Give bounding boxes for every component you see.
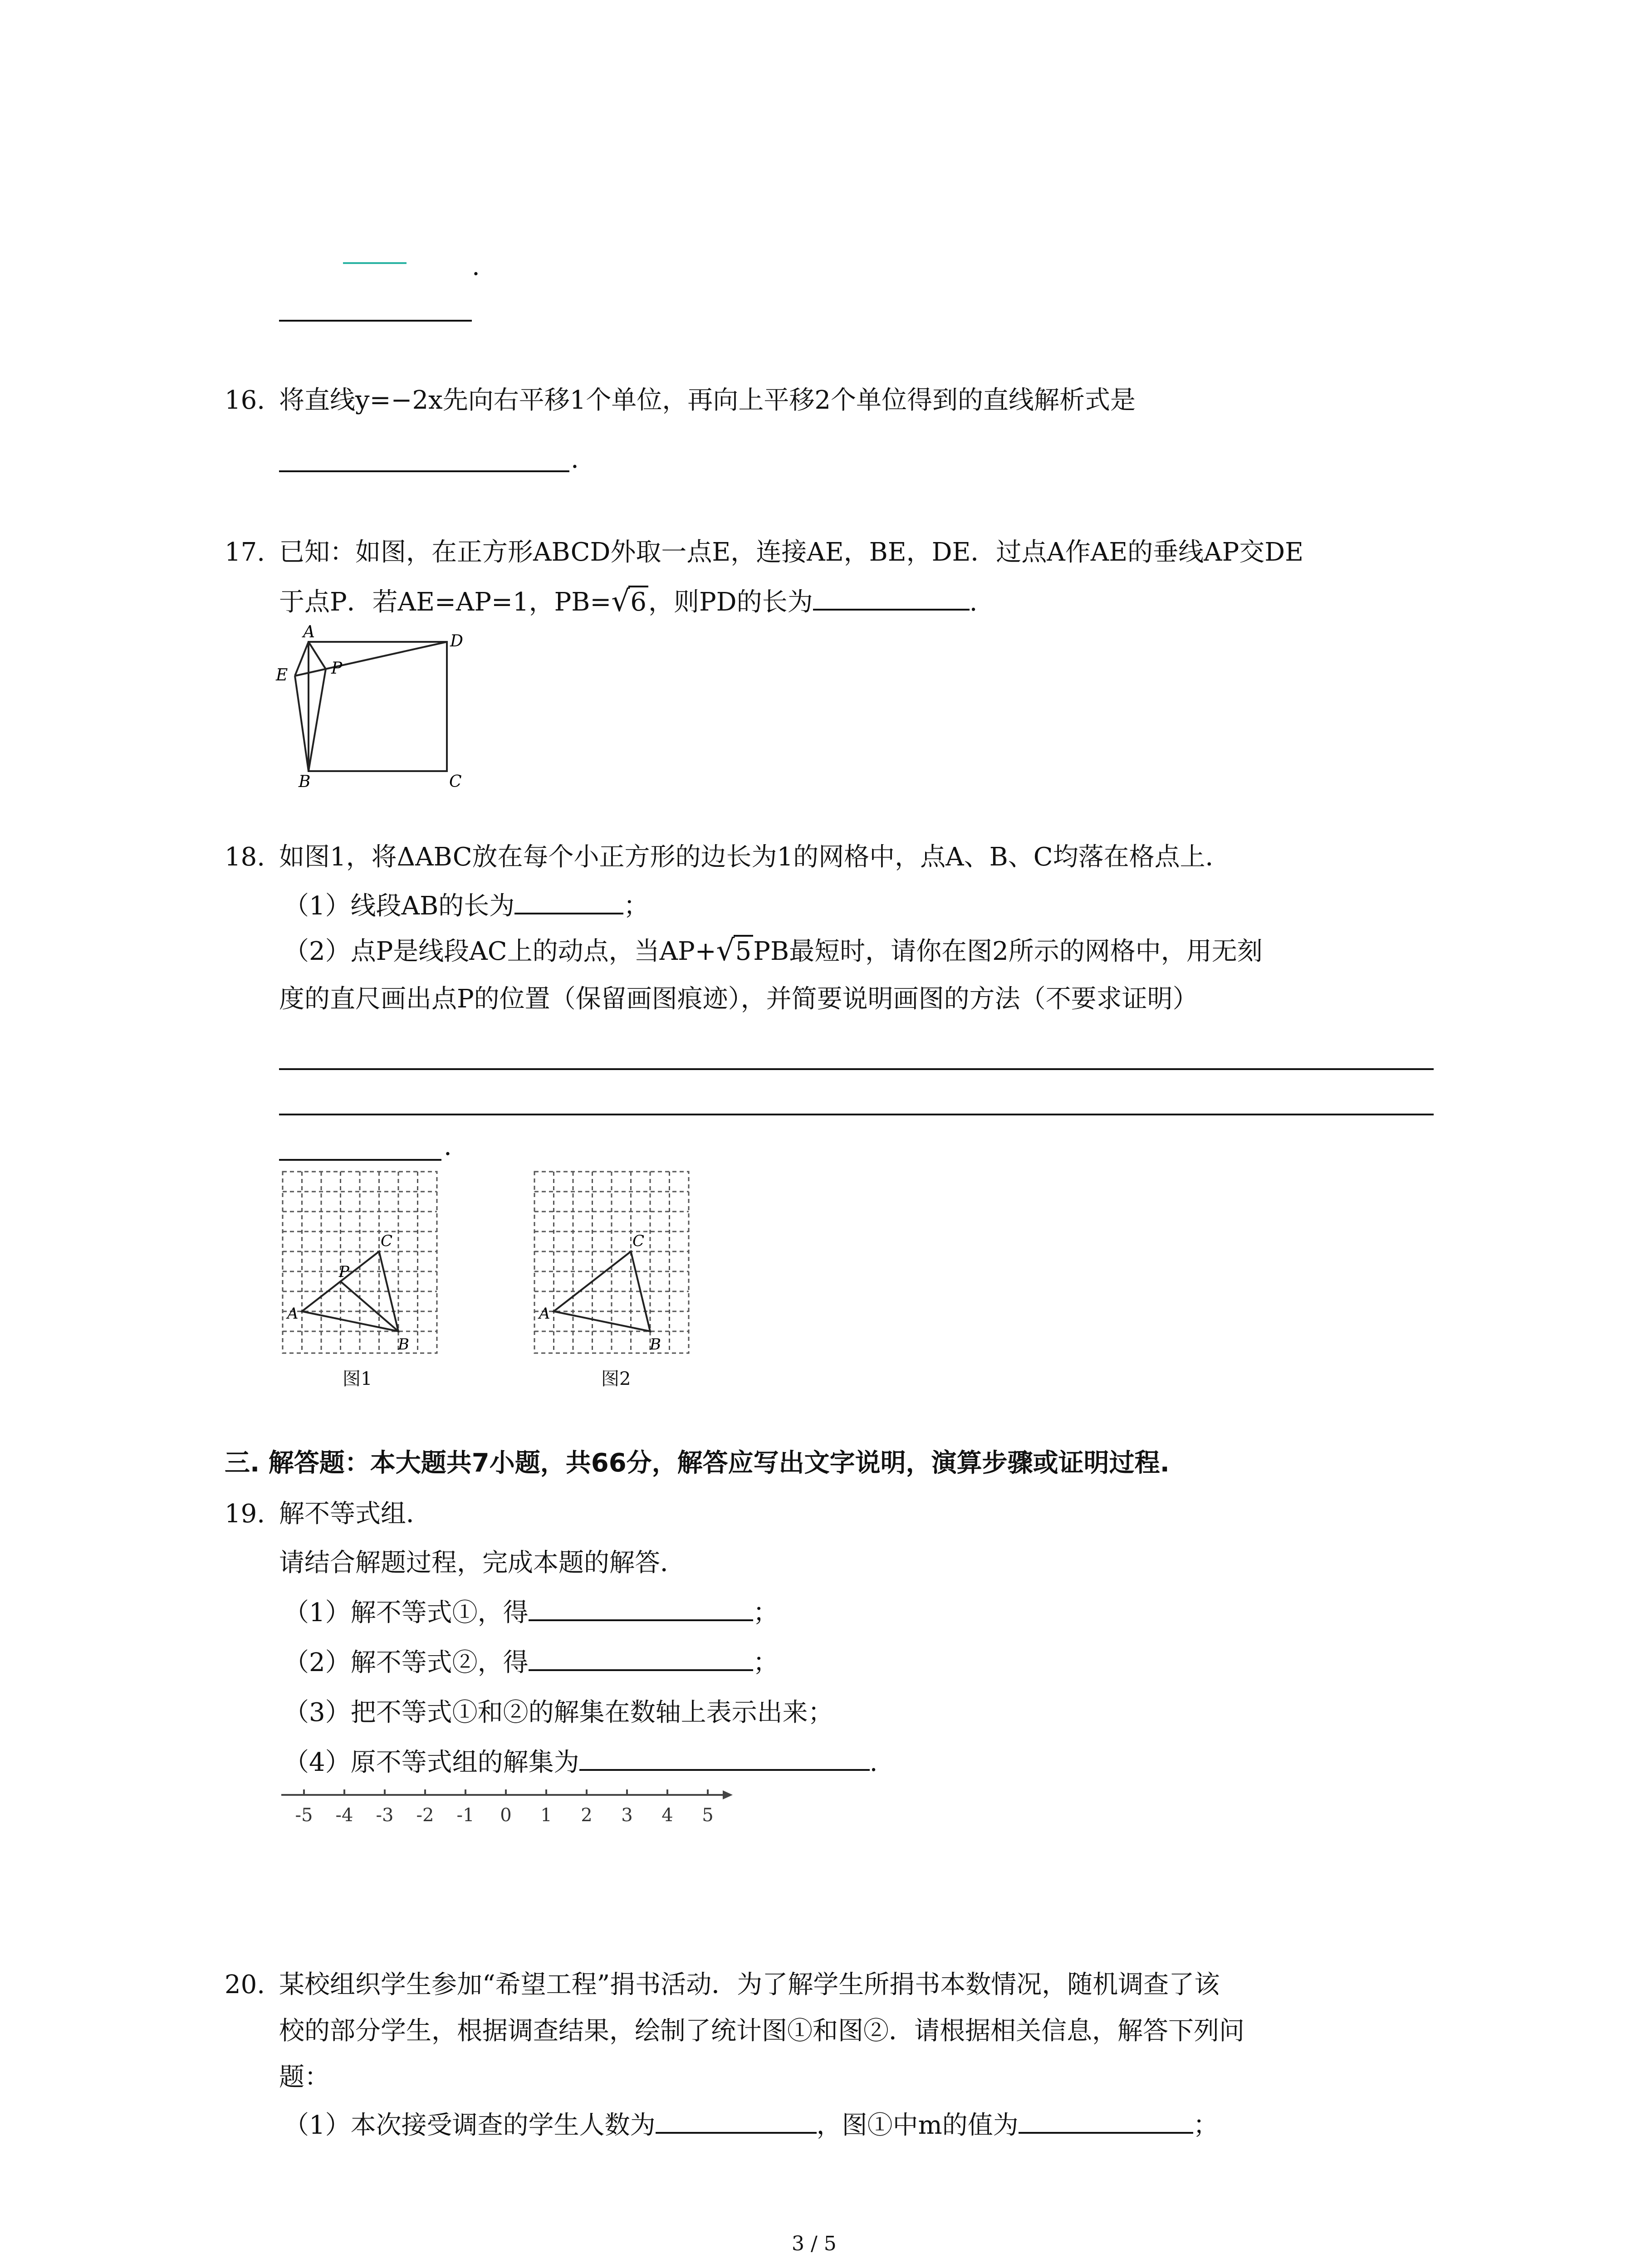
q18-figure-2 bbox=[531, 1168, 694, 1359]
q19-title: 解不等式组． bbox=[279, 1499, 431, 1529]
q17-line2-b: ，则PD的长为 bbox=[648, 587, 813, 617]
q18-answer-line-3 bbox=[279, 1159, 441, 1161]
q17-line1: 已知：如图，在正方形ABCD外取一点E，连接AE，BE，DE．过点A作AE的垂线AP交DE bbox=[279, 538, 1304, 567]
q19-step1-blank bbox=[529, 1617, 753, 1621]
q16-number: 16. bbox=[225, 386, 265, 415]
fig2-label-a: A bbox=[539, 1305, 550, 1323]
top-dot: . bbox=[472, 252, 480, 281]
q18-number: 18. bbox=[225, 842, 265, 872]
q18-end: . bbox=[444, 1132, 452, 1161]
fig1-label-b: B bbox=[398, 1335, 409, 1354]
label-e: E bbox=[276, 666, 288, 684]
q20-line2: 校的部分学生，根据调查结果，绘制了统计图①和图②．请根据相关信息，解答下列问 bbox=[279, 2016, 1244, 2046]
fig1-label-c: C bbox=[381, 1232, 393, 1250]
q18-part1: （1）线段AB的长为 ； bbox=[284, 891, 649, 921]
q18-part2-line2: 度的直尺画出点P的位置（保留画图痕迹），并简要说明画图的方法（不要求证明） bbox=[279, 984, 1198, 1014]
number-line bbox=[279, 1785, 742, 1835]
tick-label: -5 bbox=[295, 1805, 313, 1826]
fig1-label-a: A bbox=[287, 1305, 299, 1323]
seg-ap bbox=[309, 642, 326, 669]
fig2-label-c: C bbox=[632, 1232, 645, 1250]
q20-line1: 某校组织学生参加“希望工程”捐书活动．为了解学生所捐书本数情况，随机调查了该 bbox=[279, 1970, 1220, 1999]
q17-answer-blank bbox=[813, 606, 970, 611]
q16-end: . bbox=[571, 445, 579, 474]
q16-answer-blank bbox=[279, 470, 569, 472]
q20-part1: （1）本次接受调查的学生人数为 ，图①中m的值为 ； bbox=[284, 2111, 1219, 2140]
fig1-label-p: P bbox=[339, 1263, 349, 1281]
q20-count-blank bbox=[656, 2129, 817, 2134]
number-line-arrow bbox=[723, 1790, 733, 1799]
tick-label: 4 bbox=[661, 1805, 673, 1826]
fig2-label-b: B bbox=[650, 1335, 661, 1354]
q17-figure bbox=[268, 624, 504, 792]
q18-part2: （2）点P是线段AC上的动点，当AP+ √ 5PB最短时，请你在图2所示的网格中，用无刻 bbox=[284, 934, 1263, 968]
tick-label: -3 bbox=[376, 1805, 394, 1826]
label-c: C bbox=[449, 772, 462, 791]
seg-ae bbox=[295, 642, 309, 676]
top-answer-blank bbox=[279, 320, 472, 322]
q19-step4: （4）原不等式组的解集为 . bbox=[284, 1748, 878, 1777]
section-3-title: 三. 解答题：本大题共7小题，共66分，解答应写出文字说明，演算步骤或证明过程. bbox=[225, 1448, 1170, 1478]
fig1-caption: 图1 bbox=[343, 1369, 372, 1389]
label-d: D bbox=[450, 632, 463, 650]
sqrt-5: √ 5 bbox=[716, 939, 754, 964]
q16-text: 将直线y=−2x先向右平移1个单位，再向上平移2个单位得到的直线解析式是 bbox=[279, 386, 1136, 415]
q19-step1: （1）解不等式①，得 ； bbox=[284, 1598, 779, 1628]
tick-label: 2 bbox=[581, 1805, 593, 1826]
fig2-caption: 图2 bbox=[601, 1369, 631, 1389]
q19-step3: （3）把不等式①和②的解集在数轴上表示出来； bbox=[284, 1698, 833, 1727]
q18-figure-1 bbox=[279, 1168, 442, 1359]
q20-line3: 题： bbox=[279, 2063, 330, 2092]
tick-label: 1 bbox=[540, 1805, 552, 1826]
tick-label: 0 bbox=[500, 1805, 512, 1826]
q19-step2-blank bbox=[529, 1667, 753, 1671]
q17-end: . bbox=[969, 587, 978, 617]
q19-step2: （2）解不等式②，得 ； bbox=[284, 1648, 779, 1677]
q17-number: 17. bbox=[225, 538, 265, 567]
q17-line2 bbox=[279, 585, 978, 618]
seg-pb bbox=[341, 1281, 399, 1331]
sqrt-6: √ 6 bbox=[611, 590, 648, 615]
tick-label: -1 bbox=[456, 1805, 475, 1826]
tick-label: 5 bbox=[702, 1805, 714, 1826]
q18-part1-blank bbox=[514, 910, 623, 914]
tick-label: -2 bbox=[416, 1805, 434, 1826]
q18-answer-line-1 bbox=[279, 1068, 1434, 1070]
tick-label: 3 bbox=[621, 1805, 633, 1826]
seg-be bbox=[295, 676, 309, 771]
q20-number: 20. bbox=[225, 1970, 265, 1999]
label-a: A bbox=[303, 624, 315, 641]
top-fraction-line bbox=[343, 262, 407, 264]
label-b: B bbox=[299, 772, 311, 791]
seg-de bbox=[295, 642, 447, 676]
q19-intro: 请结合解题过程，完成本题的解答． bbox=[279, 1548, 686, 1578]
label-p: P bbox=[331, 659, 343, 678]
seg-pb bbox=[309, 669, 326, 771]
q19-step4-blank bbox=[579, 1766, 870, 1771]
page-number: 3 / 5 bbox=[792, 2232, 837, 2255]
q17-line2-a: 于点P．若AE=AP=1，PB= bbox=[279, 587, 612, 617]
q19-number: 19. bbox=[225, 1499, 265, 1529]
tick-label: -4 bbox=[335, 1805, 353, 1826]
q18-answer-line-2 bbox=[279, 1114, 1434, 1115]
square-abcd bbox=[309, 642, 447, 771]
q18-line1: 如图1，将ΔABC放在每个小正方形的边长为1的网格中，点A、B、C均落在格点上． bbox=[279, 842, 1231, 872]
q20-m-blank bbox=[1019, 2129, 1193, 2134]
